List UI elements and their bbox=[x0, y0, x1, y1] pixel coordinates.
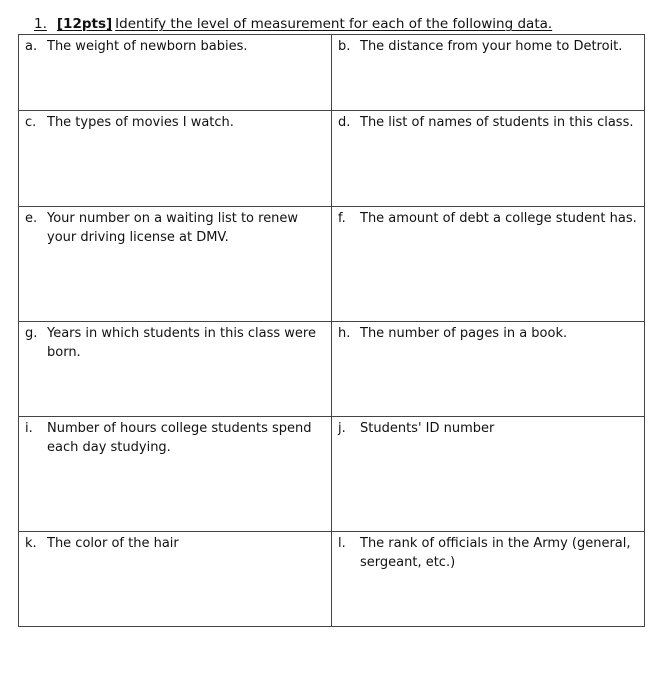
item-letter: f. bbox=[338, 211, 346, 226]
item-cell-c[interactable] bbox=[19, 111, 332, 207]
item-letter: c. bbox=[25, 115, 37, 130]
item-text: Your number on a waiting list to renew your driving license at DMV. bbox=[47, 211, 299, 245]
item-text: Years in which students in this class were born. bbox=[47, 326, 316, 360]
table-row bbox=[19, 322, 645, 417]
measurement-table bbox=[18, 34, 645, 627]
item-text: The amount of debt a college student has. bbox=[360, 211, 637, 226]
item-letter: i. bbox=[25, 421, 33, 436]
item-letter: g. bbox=[25, 326, 38, 341]
item-text: The distance from your home to Detroit. bbox=[360, 39, 623, 54]
question-points: [12pts] bbox=[56, 16, 113, 32]
item-letter: j. bbox=[338, 421, 346, 436]
item-letter: e. bbox=[25, 211, 38, 226]
item-cell-a[interactable] bbox=[19, 35, 332, 111]
item-letter: a. bbox=[25, 39, 38, 54]
question-number: 1. bbox=[34, 16, 47, 32]
item-text: The list of names of students in this class. bbox=[360, 115, 634, 130]
item-cell-k[interactable] bbox=[19, 532, 332, 627]
item-text: Students' ID number bbox=[360, 421, 495, 436]
item-text: The color of the hair bbox=[47, 536, 179, 551]
item-letter: d. bbox=[338, 115, 351, 130]
item-letter: b. bbox=[338, 39, 351, 54]
item-text: The types of movies I watch. bbox=[47, 115, 234, 130]
table-row bbox=[19, 532, 645, 627]
item-cell-g[interactable] bbox=[19, 322, 332, 417]
item-cell-d[interactable] bbox=[332, 111, 645, 207]
table-row bbox=[19, 111, 645, 207]
item-text: The rank of officials in the Army (general, sergeant, etc.) bbox=[360, 536, 631, 570]
item-text: The number of pages in a book. bbox=[360, 326, 568, 341]
table-row bbox=[19, 207, 645, 322]
item-cell-l[interactable] bbox=[332, 532, 645, 627]
item-letter: l. bbox=[338, 536, 346, 551]
item-letter: k. bbox=[25, 536, 37, 551]
item-text: Number of hours college students spend each day studying. bbox=[47, 421, 312, 455]
item-text: The weight of newborn babies. bbox=[47, 39, 248, 54]
item-cell-i[interactable] bbox=[19, 417, 332, 532]
table-row bbox=[19, 35, 645, 111]
question-heading bbox=[34, 15, 552, 33]
item-letter: h. bbox=[338, 326, 351, 341]
item-cell-h[interactable] bbox=[332, 322, 645, 417]
table-row bbox=[19, 417, 645, 532]
item-cell-j[interactable] bbox=[332, 417, 645, 532]
item-cell-f[interactable] bbox=[332, 207, 645, 322]
item-cell-e[interactable] bbox=[19, 207, 332, 322]
question-prompt: Identify the level of measurement for each of the following data. bbox=[115, 16, 553, 32]
item-cell-b[interactable] bbox=[332, 35, 645, 111]
